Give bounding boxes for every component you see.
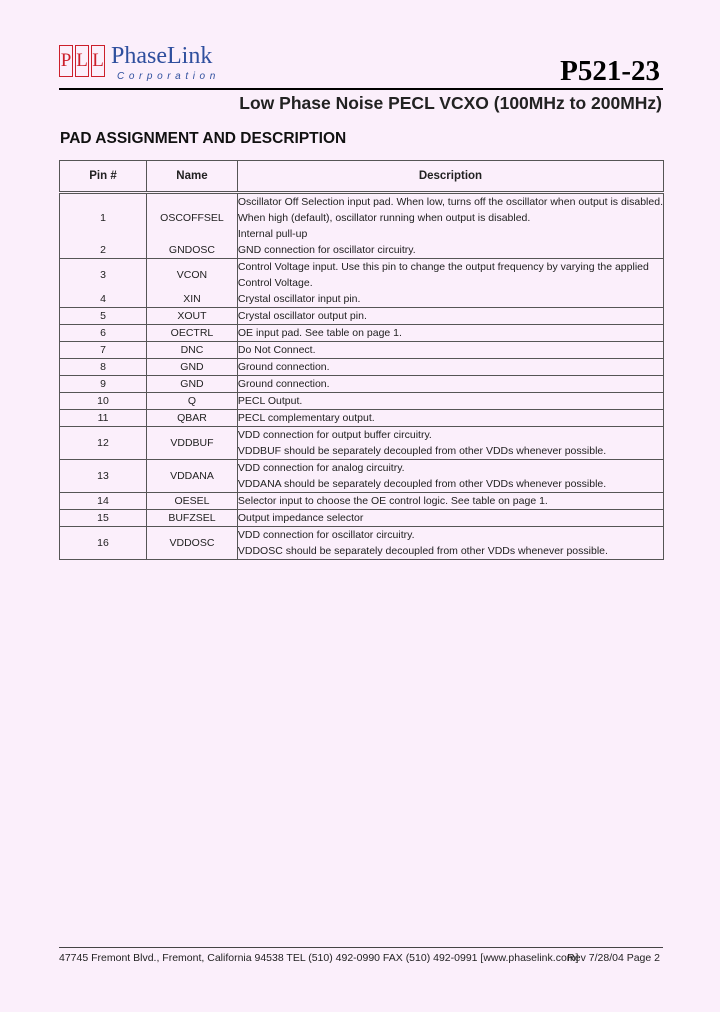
- table-row: [60, 342, 664, 359]
- pin-description: [237, 427, 663, 460]
- pin-description: [237, 376, 663, 393]
- table-row: [60, 493, 664, 510]
- pin-name: QBAR: [147, 410, 238, 427]
- table-row: [60, 410, 664, 427]
- pin-number: 7: [60, 342, 147, 359]
- pin-name: VDDANA: [147, 460, 238, 493]
- pin-number: 5: [60, 308, 147, 325]
- description-line: GND connection for oscillator circuitry.: [237, 244, 416, 256]
- table-row: [60, 527, 664, 560]
- pin-description: [237, 291, 663, 308]
- pin-description: [237, 359, 663, 376]
- pin-number: 1: [60, 193, 147, 243]
- section-title: PAD ASSIGNMENT AND DESCRIPTION: [60, 130, 347, 147]
- description-line: PECL complementary output.: [237, 412, 375, 424]
- pin-description: [237, 259, 663, 292]
- table-row: [60, 325, 664, 342]
- description-line: Output impedance selector: [237, 512, 364, 524]
- pin-name: VDDOSC: [147, 527, 238, 560]
- description-line: Selector input to choose the OE control logic. See table on page 1.: [237, 495, 548, 507]
- pad-assignment-table: [59, 160, 664, 560]
- pin-description: [237, 325, 663, 342]
- pin-number: 12: [60, 427, 147, 460]
- pin-description: [237, 527, 663, 560]
- description-line: PECL Output.: [237, 395, 303, 407]
- pin-number: 8: [60, 359, 147, 376]
- pin-number: 2: [60, 242, 147, 259]
- pin-name: DNC: [147, 342, 238, 359]
- pin-name: VDDBUF: [147, 427, 238, 460]
- description-line: Oscillator Off Selection input pad. When low, turns off the oscillator when output is disabled.: [237, 196, 663, 208]
- pin-name: OECTRL: [147, 325, 238, 342]
- pin-number: 15: [60, 510, 147, 527]
- pin-description: [237, 510, 663, 527]
- pin-description: [237, 193, 663, 243]
- pin-name: OSCOFFSEL: [147, 193, 238, 243]
- footer-revision: Rev 7/28/04 Page 2: [567, 952, 660, 964]
- logo-company-name: PhaseLink: [111, 43, 213, 69]
- table-row: [60, 242, 664, 259]
- table-row: [60, 510, 664, 527]
- description-line: Control Voltage input. Use this pin to change the output frequency by varying the applied: [237, 261, 649, 273]
- pin-number: 9: [60, 376, 147, 393]
- pin-description: [237, 308, 663, 325]
- table-row: [60, 193, 664, 243]
- description-line: OE input pad. See table on page 1.: [237, 327, 402, 339]
- pin-name: XIN: [147, 291, 238, 308]
- pad-table-body: [60, 193, 664, 560]
- table-row: [60, 359, 664, 376]
- pin-description: [237, 460, 663, 493]
- product-subtitle: Low Phase Noise PECL VCXO (100MHz to 200MHz): [239, 93, 662, 113]
- footer-address: 47745 Fremont Blvd., Fremont, California 94538 TEL (510) 492-0990 FAX (510) 492-0991 [www.phaselink.com]: [59, 952, 579, 964]
- header-rule: [59, 88, 663, 90]
- pin-number: 11: [60, 410, 147, 427]
- pin-name: GNDOSC: [147, 242, 238, 259]
- description-line: Do Not Connect.: [237, 344, 316, 356]
- description-line: Ground connection.: [237, 378, 330, 390]
- description-line: When high (default), oscillator running when output is disabled.: [237, 212, 531, 224]
- pin-number: 14: [60, 493, 147, 510]
- pin-number: 4: [60, 291, 147, 308]
- pin-description: [237, 393, 663, 410]
- pin-description: [237, 493, 663, 510]
- table-row: [60, 393, 664, 410]
- pin-description: [237, 342, 663, 359]
- table-row: [60, 427, 664, 460]
- logo-company-subtitle: Corporation: [117, 71, 220, 82]
- description-line: VDD connection for oscillator circuitry.: [237, 529, 415, 541]
- logo-letter-box: L: [91, 45, 105, 77]
- pin-number: 3: [60, 259, 147, 292]
- pin-number: 10: [60, 393, 147, 410]
- table-row: [60, 376, 664, 393]
- description-line: VDDBUF should be separately decoupled from other VDDs whenever possible.: [237, 445, 607, 457]
- pin-name: VCON: [147, 259, 238, 292]
- pin-name: Q: [147, 393, 238, 410]
- header-description: Description: [237, 161, 663, 193]
- table-row: [60, 259, 664, 292]
- logo-letter-box: P: [59, 45, 73, 77]
- description-line: Ground connection.: [237, 361, 330, 373]
- pin-name: GND: [147, 359, 238, 376]
- description-line: VDD connection for analog circuitry.: [237, 462, 405, 474]
- footer-rule: [59, 947, 663, 948]
- page-footer: [59, 952, 664, 964]
- table-row: [60, 291, 664, 308]
- pin-number: 6: [60, 325, 147, 342]
- description-line: Crystal oscillator output pin.: [237, 310, 367, 322]
- table-row: [60, 460, 664, 493]
- description-line: Control Voltage.: [237, 277, 313, 289]
- logo-letter-box: L: [75, 45, 89, 77]
- pin-description: [237, 242, 663, 259]
- description-line: VDDANA should be separately decoupled from other VDDs whenever possible.: [237, 478, 607, 490]
- header-pin: Pin #: [60, 161, 147, 193]
- pin-name: BUFZSEL: [147, 510, 238, 527]
- table-row: [60, 308, 664, 325]
- description-line: Crystal oscillator input pin.: [237, 293, 361, 305]
- header-name: Name: [147, 161, 238, 193]
- pin-name: OESEL: [147, 493, 238, 510]
- description-line: VDDOSC should be separately decoupled from other VDDs whenever possible.: [237, 545, 608, 557]
- pin-description: [237, 410, 663, 427]
- table-header-row: [60, 161, 664, 193]
- part-number: P521-23: [560, 55, 660, 87]
- pin-name: GND: [147, 376, 238, 393]
- description-line: Internal pull-up: [237, 228, 308, 240]
- pin-name: XOUT: [147, 308, 238, 325]
- pin-number: 16: [60, 527, 147, 560]
- pin-number: 13: [60, 460, 147, 493]
- description-line: VDD connection for output buffer circuitry.: [237, 429, 432, 441]
